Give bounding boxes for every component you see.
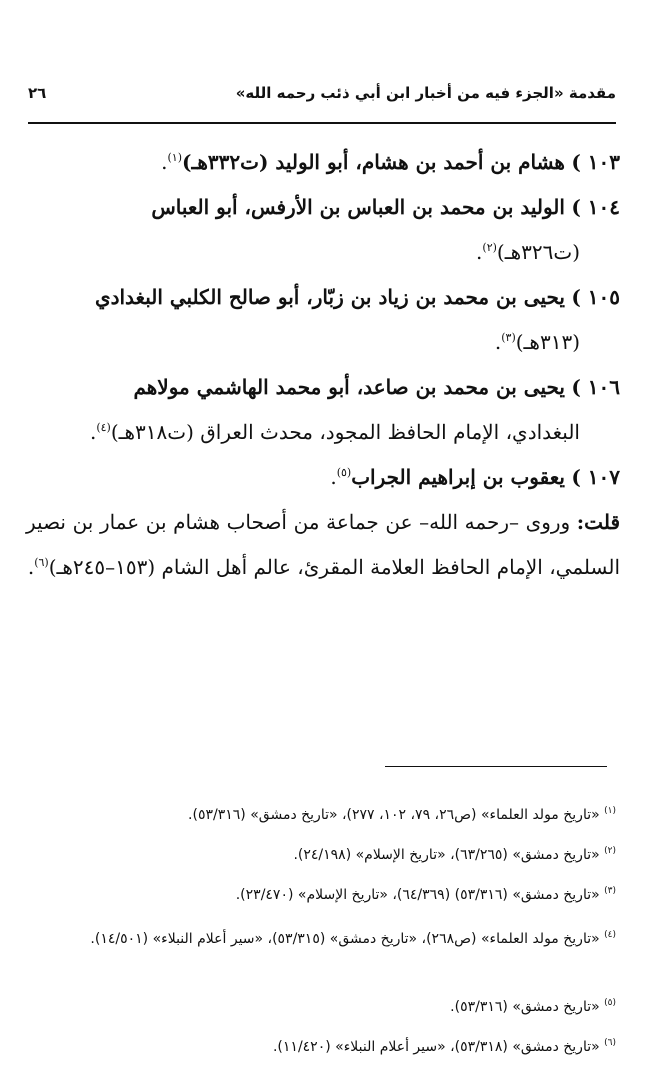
- entry-tail: .: [476, 240, 483, 264]
- footnote-number: (٣): [604, 886, 616, 896]
- entry-tail: .: [161, 150, 168, 174]
- qult-tail: .: [27, 555, 35, 579]
- entry-name: الوليد بن محمد بن العباس بن الأرفس، أبو العباس: [151, 195, 565, 219]
- footnote-2: [14, 846, 616, 863]
- qult-label: قلت:: [576, 510, 620, 534]
- page-number: ٢٦: [28, 84, 47, 102]
- footnote-number: (٥): [604, 998, 616, 1008]
- entry-number: ١٠٤ ): [571, 195, 620, 219]
- footnote-ref: (٥): [336, 466, 352, 479]
- footnote-rule: [385, 766, 607, 767]
- entry-tail: .: [89, 420, 97, 444]
- footnote-text: «تاريخ دمشق» (٦٣/٢٦٥)، «تاريخ الإسلام» (٢٤/١٩٨).: [293, 847, 600, 863]
- footnote-number: (٤): [604, 930, 616, 940]
- qult-paragraph: [26, 500, 620, 590]
- entry-number: ١٠٣ ): [571, 150, 620, 174]
- entry-name: هشام بن أحمد بن هشام، أبو الوليد (ت٣٣٢هـ): [182, 150, 565, 174]
- entry-number: ١٠٧ ): [571, 465, 620, 489]
- footnote-4: [14, 918, 616, 956]
- entry-number: ١٠٦ ): [571, 375, 620, 399]
- entry-105: [26, 275, 620, 365]
- entry-107: [26, 455, 620, 500]
- main-text: [26, 140, 620, 590]
- entry-name: يعقوب بن إبراهيم الجراب: [351, 465, 565, 489]
- footnote-6: [14, 1038, 616, 1055]
- footnote-ref: (٤): [96, 421, 111, 434]
- entry-104: [26, 185, 620, 275]
- footnote-3: [14, 886, 616, 903]
- footnote-number: (٢): [604, 846, 616, 856]
- footnote-text: «تاريخ مولد العلماء» (ص٢٦٨)، «تاريخ دمشق» (٥٣/٣١٥)، «سير أعلام النبلاء» (١٤/٥٠١).: [90, 931, 600, 947]
- footnote-1: [14, 806, 616, 823]
- footnote-text: «تاريخ دمشق» (٥٣/٣١٨)، «سير أعلام النبلاء» (١١/٤٢٠).: [272, 1039, 600, 1055]
- entry-name: يحيى بن محمد بن زياد بن زبّار، أبو صالح الكلبي البغدادي: [94, 285, 565, 309]
- entry-106: [26, 365, 620, 455]
- footnote-text: «تاريخ مولد العلماء» (ص٢٦، ٧٩، ١٠٢، ٢٧٧)، «تاريخ دمشق» (٥٣/٣١٦).: [188, 807, 600, 823]
- footnote-ref: (٦): [34, 556, 49, 569]
- running-header: [28, 80, 616, 110]
- footnote-ref: (٣): [501, 331, 516, 344]
- footnote-text: «تاريخ دمشق» (٥٣/٣١٦) (٦٤/٣٦٩)، «تاريخ الإسلام» (٢٣/٤٧٠).: [235, 887, 600, 903]
- qult-text: وروى –رحمه الله– عن جماعة من أصحاب هشام بن عمار بن نصير السلمي، الإمام الحافظ العلامة المقرئ، عالم أهل الشام (١٥٣–٢٤٥هـ): [26, 510, 620, 579]
- entry-name: يحيى بن محمد بن صاعد، أبو محمد الهاشمي مولاهم: [133, 375, 565, 399]
- entry-number: ١٠٥ ): [571, 285, 620, 309]
- entry-continuation: البغدادي، الإمام الحافظ المجود، محدث العراق (ت٣١٨هـ): [110, 420, 580, 444]
- entry-103: [26, 140, 620, 185]
- entry-tail: .: [330, 465, 337, 489]
- footnote-ref: (٢): [482, 241, 497, 254]
- entry-tail: .: [494, 330, 502, 354]
- entry-continuation: (ت٣٢٦هـ): [496, 240, 580, 264]
- footnote-ref: (١): [167, 151, 183, 164]
- entry-continuation: (٣١٣هـ): [515, 330, 580, 354]
- footnote-text: «تاريخ دمشق» (٥٣/٣١٦).: [450, 999, 600, 1015]
- footnote-number: (٦): [604, 1038, 616, 1048]
- footnote-5: [14, 998, 616, 1015]
- header-rule: [28, 122, 616, 124]
- footnote-number: (١): [604, 806, 616, 816]
- running-title: مقدمة «الجزء فيه من أخبار ابن أبي ذئب رحمه الله»: [235, 84, 616, 102]
